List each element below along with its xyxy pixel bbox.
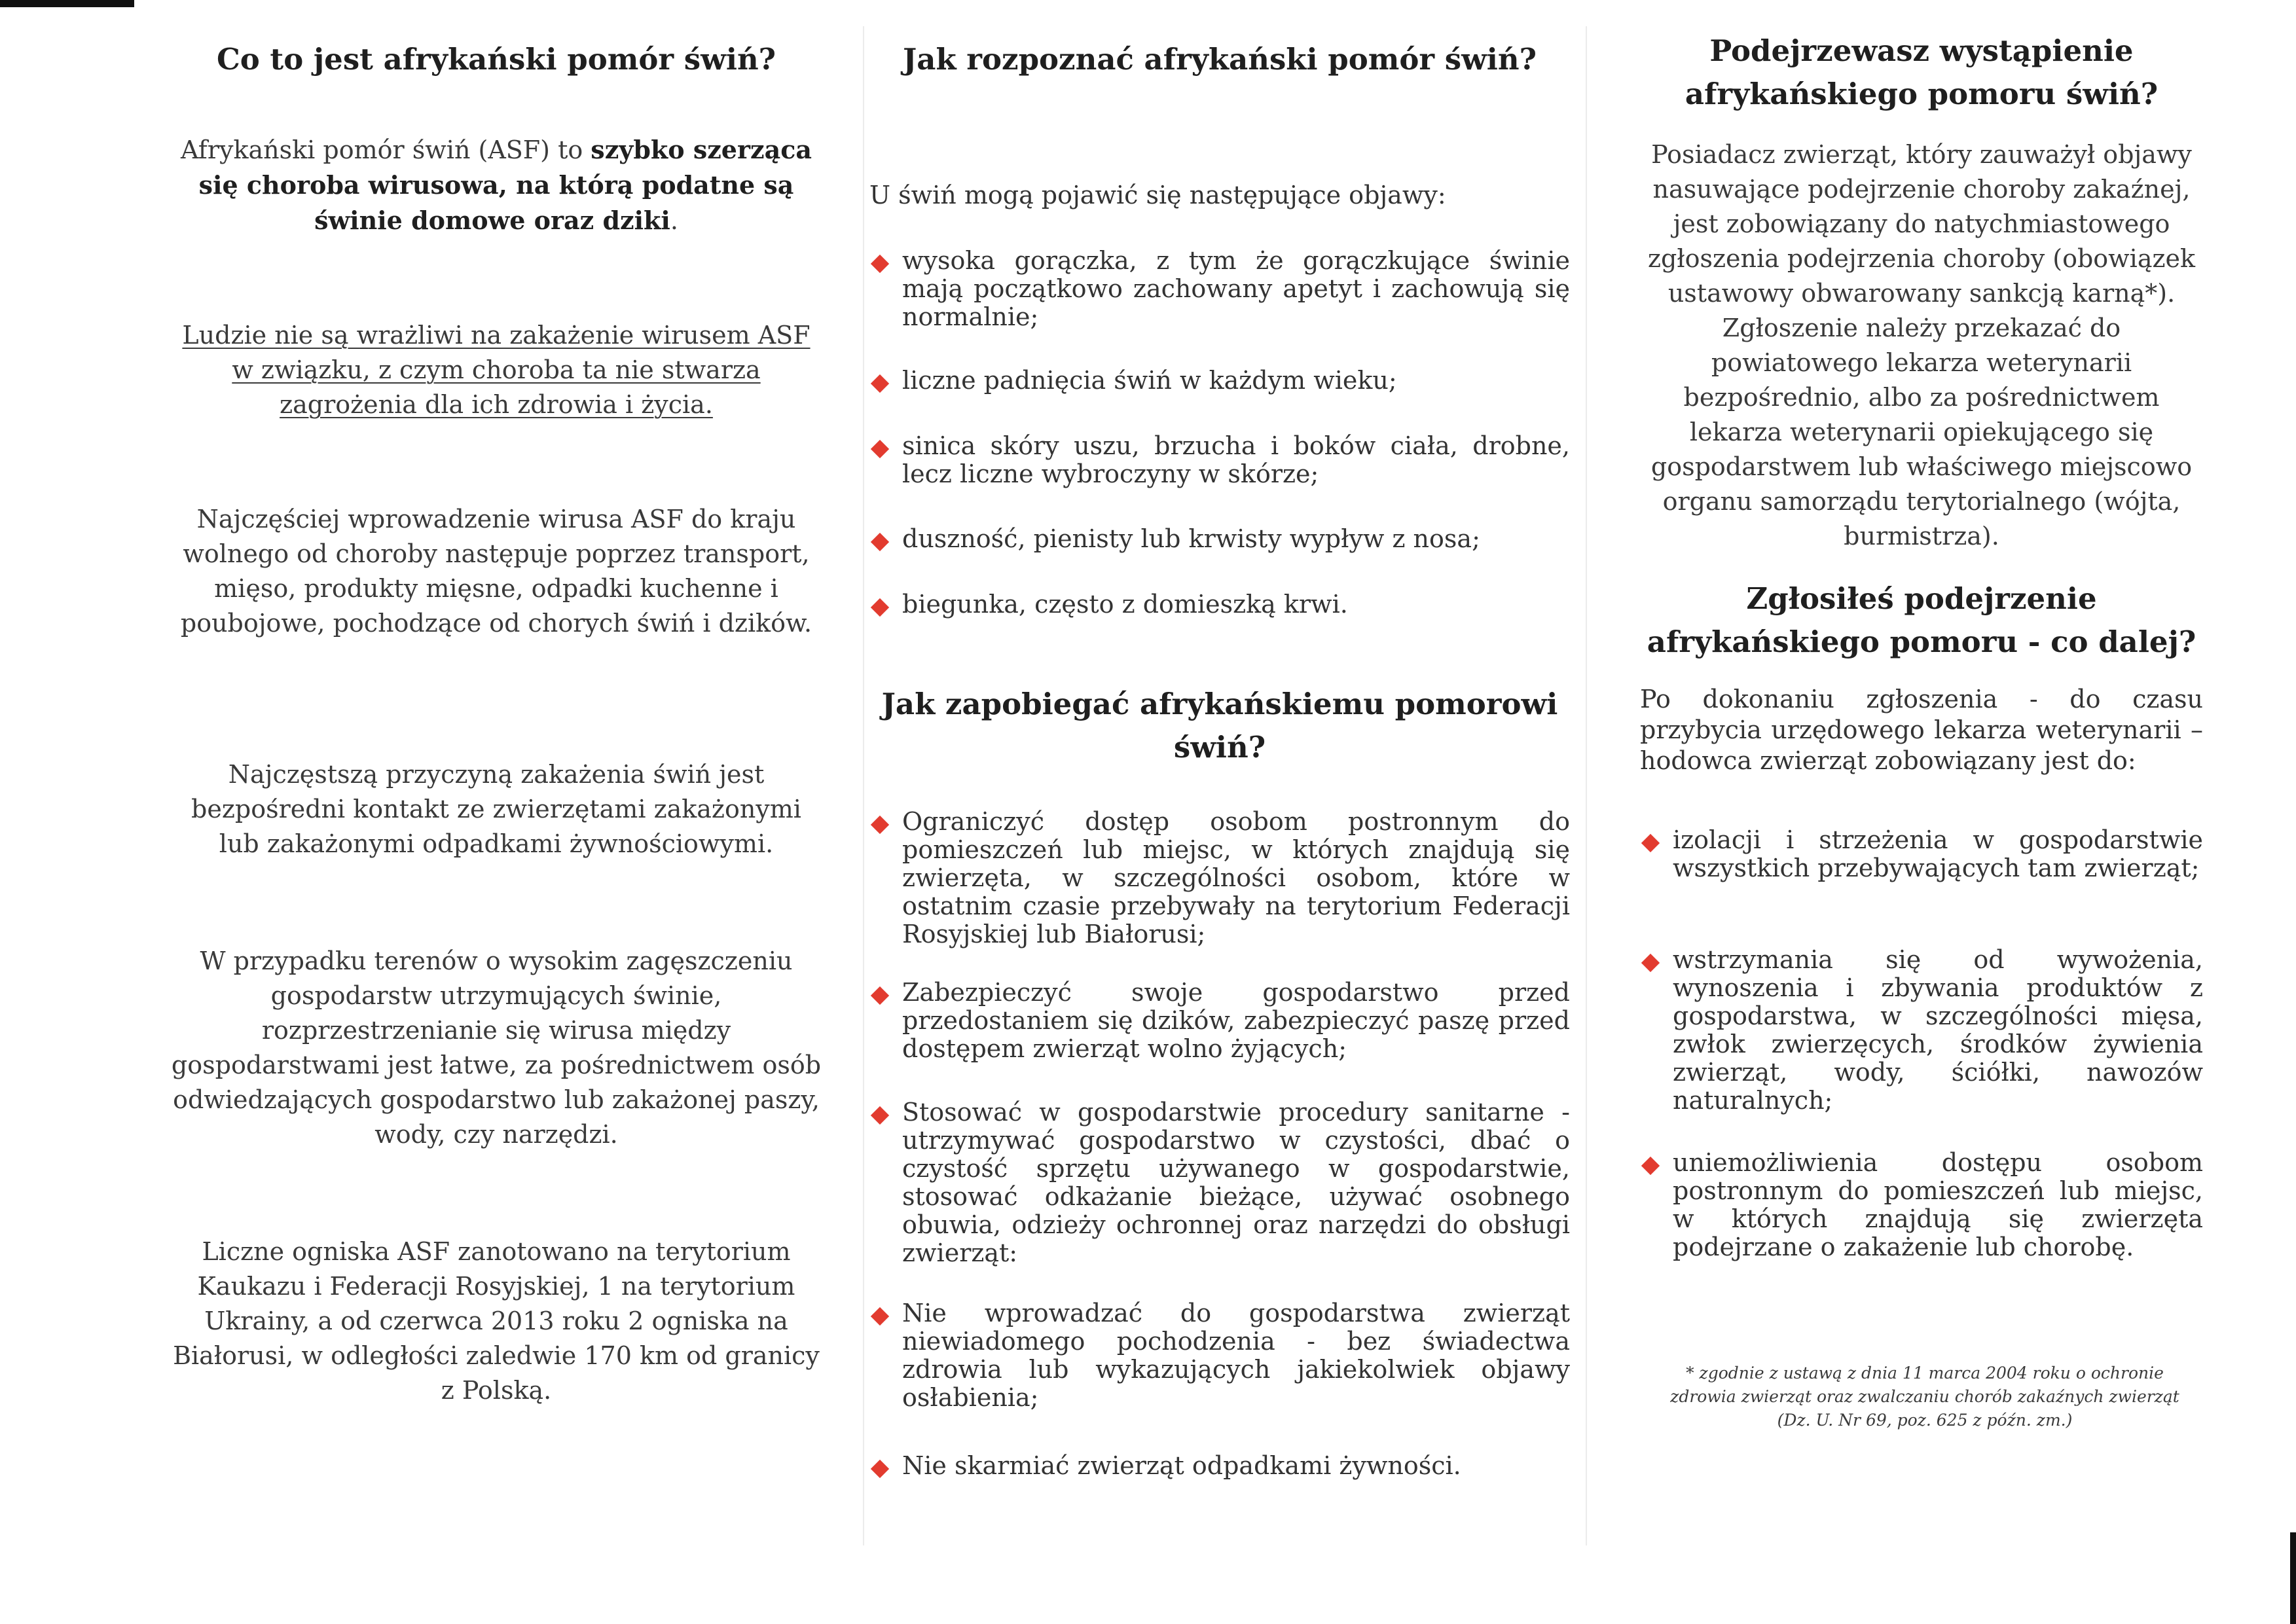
scan-edge-mark — [0, 0, 134, 7]
prevention-text: Nie wprowadzać do gospodarstwa zwierząt niewiadomego pochodzenia - bez świadectwa zdrowia lub wykazujących jakiekolwiek objawy osłabienia; — [902, 1299, 1570, 1412]
paragraph-farm-spread: W przypadku terenów o wysokim zagęszczeniu gospodarstw utrzymujących świnie, rozprzestrzenianie się wirusa między gospodarstwami jest łatwe, za pośrednictwem osób odwiedzających gospodarstwo lub zakażonej paszy, wody, czy narzędzi. — [171, 947, 822, 1149]
symptom-text: liczne padnięcia świń w każdym wieku; — [902, 366, 1397, 395]
prevention-text: Stosować w gospodarstwie procedury sanitarne - utrzymywać gospodarstwo w czystości, dbać o czystość sprzętu używanego w gospodarstwie, stosować odkażanie bieżące, używać osobnego obuwia, odzieży ochronnej oraz narzędzi do obsługi zwierząt: — [902, 1098, 1570, 1267]
red-diamond-icon — [871, 440, 889, 458]
list-item — [869, 1299, 1570, 1412]
fold-line — [1586, 26, 1587, 1545]
duty-text: uniemożliwienia dostępu osobom postronnym do pomieszczeń lub miejsc, w których znajdują się zwierzęta podejrzane o zakażenie lub chorobę. — [1673, 1148, 2203, 1261]
red-diamond-icon — [1641, 1157, 1660, 1175]
list-item — [1640, 1149, 2203, 1261]
list-item — [869, 979, 1570, 1063]
red-diamond-icon — [1641, 834, 1660, 852]
paragraph-breeder-duties: Po dokonaniu zgłoszenia - do czasu przybycia urzędowego lekarza weterynarii – hodowca zwierząt zobowiązany jest do: — [1640, 685, 2203, 775]
definition-text: Afrykański pomór świń (ASF) to — [181, 135, 591, 164]
symptom-text: wysoka gorączka, z tym że gorączkujące świnie mają początkowo zachowany apetyt i zachowują się normalnie; — [902, 246, 1570, 331]
prevention-text: Ograniczyć dostęp osobom postronnym do pomieszczeń lub miejsc, w których znajdują się zwierzęta, w szczególności osobom, które w ostatnim czasie przebywały na terytorium Federacji Rosyjskiej lub Białorusi; — [902, 807, 1570, 948]
symptom-text: biegunka, często z domieszką krwi. — [902, 590, 1348, 619]
paragraph-reporting-duty: Posiadacz zwierząt, który zauważył objawy nasuwające podejrzenie choroby zakaźnej, jest zobowiązany do natychmiastowego zgłoszenia podejrzenia choroby (obowiązek ustawowy obwarowany sankcją karną*). Zgłoszenie należy przekazać do powiatowego lekarza weterynarii bezpośrednio, albo za pośrednictwem lekarza weterynarii opiekującego się gospodarstwem lub właściwego miejscowo organu samorządu terytorialnego (wójta, burmistrza). — [1647, 140, 2196, 550]
red-diamond-icon — [871, 374, 889, 393]
red-diamond-icon — [871, 986, 889, 1005]
list-item — [869, 1452, 1570, 1480]
list-item — [869, 1098, 1570, 1267]
section-title-what-is-asf: Co to jest afrykański pomór świń? — [216, 42, 776, 77]
red-diamond-icon — [871, 598, 889, 617]
definition-bold-text: szybko szerząca się choroba wirusowa, na którą podatne są świnie domowe oraz dziki — [198, 135, 812, 235]
paragraph-human-safety: Ludzie nie są wrażliwi na zakażenie wirusem ASF w związku, z czym choroba ta nie stwarza zagrożenia dla ich zdrowia i życia. — [182, 321, 811, 419]
paragraph-outbreaks: Liczne ogniska ASF zanotowano na terytorium Kaukazu i Federacji Rosyjskiej, 1 na terytorium Ukrainy, a od czerwca 2013 roku 2 ogniska na Białorusi, w odległości zaledwie 170 km od granicy z Polską. — [173, 1237, 820, 1405]
red-diamond-icon — [871, 1307, 889, 1326]
prevention-text: Nie skarmiać zwierząt odpadkami żywności. — [902, 1451, 1461, 1480]
paragraph-definition — [169, 132, 824, 238]
red-diamond-icon — [871, 816, 889, 834]
section-title-after-report: Zgłosiłeś podejrzenie afrykańskiego pomoru - co dalej? — [1647, 581, 2196, 659]
section-title-suspicion: Podejrzewasz wystąpienie afrykańskiego pomoru świń? — [1685, 33, 2159, 111]
section-title-recognition: Jak rozpoznać afrykański pomór świń? — [903, 42, 1537, 77]
footnote-legal-basis: * zgodnie z ustawą z dnia 11 marca 2004 roku o ochronie zdrowia zwierząt oraz zwalczaniu chorób zakaźnych zwierząt (Dz. U. Nr 69, poz. 625 z późn. zm.) — [1670, 1363, 2179, 1430]
paragraph-infection-cause: Najczęstszą przyczyną zakażenia świń jest bezpośredni kontakt ze zwierzętami zakażonymi lub zakażonymi odpadkami żywnościowymi. — [191, 760, 801, 858]
paragraph-transmission-routes: Najczęściej wprowadzenie wirusa ASF do kraju wolnego od choroby następuje poprzez transport, mięso, produkty mięsne, odpadki kuchenne i poubojowe, pochodzące od chorych świń i dzików. — [180, 505, 812, 638]
list-item — [869, 432, 1570, 488]
duty-text: wstrzymania się od wywożenia, wynoszenia i zbywania produktów z gospodarstwa, w szczególności mięsa, zwłok zwierzęcych, środków żywienia zwierząt, wody, ściółki, nawozów naturalnych; — [1673, 945, 2203, 1115]
duty-text: izolacji i strzeżenia w gospodarstwie wszystkich przebywających tam zwierząt; — [1673, 825, 2203, 882]
list-item — [869, 525, 1570, 553]
section-title-prevention: Jak zapobiegać afrykańskiemu pomorowi świń? — [881, 687, 1558, 765]
list-item — [869, 367, 1570, 395]
definition-end: . — [670, 206, 678, 235]
symptom-text: duszność, pienisty lub krwisty wypływ z nosa; — [902, 524, 1480, 553]
list-item — [869, 247, 1570, 331]
red-diamond-icon — [1641, 954, 1660, 972]
list-item — [869, 808, 1570, 948]
red-diamond-icon — [871, 533, 889, 551]
red-diamond-icon — [871, 255, 889, 273]
fold-line — [863, 26, 864, 1545]
red-diamond-icon — [871, 1460, 889, 1478]
red-diamond-icon — [871, 1106, 889, 1125]
list-item — [1640, 946, 2203, 1115]
list-item — [1640, 826, 2203, 882]
scan-edge-mark — [2290, 1532, 2296, 1624]
symptoms-intro: U świń mogą pojawić się następujące objawy: — [869, 181, 1446, 209]
symptom-text: sinica skóry uszu, brzucha i boków ciała, drobne, lecz liczne wybroczyny w skórze; — [902, 431, 1570, 488]
prevention-text: Zabezpieczyć swoje gospodarstwo przed przedostaniem się dzików, zabezpieczyć paszę przed dostępem zwierząt wolno żyjących; — [902, 978, 1570, 1063]
list-item — [869, 590, 1570, 619]
